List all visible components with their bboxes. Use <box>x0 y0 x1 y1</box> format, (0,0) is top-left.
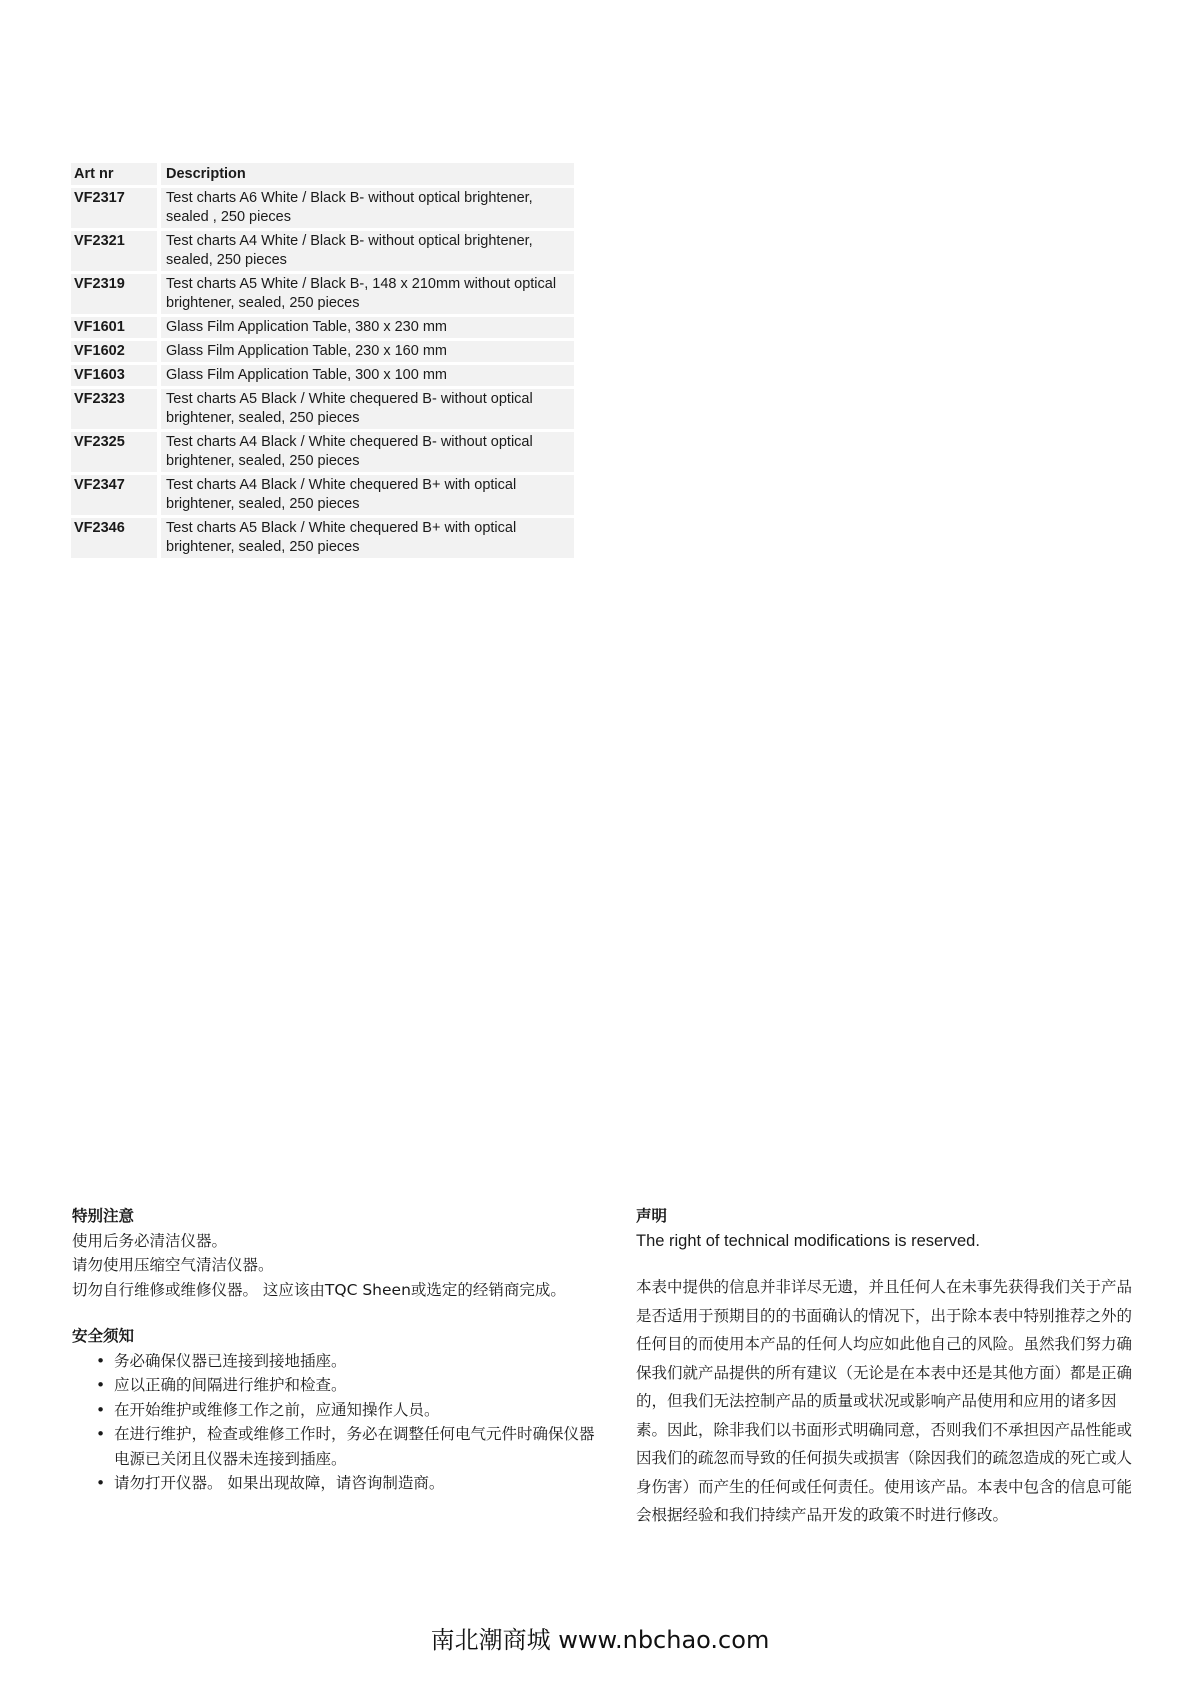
art-number-cell: VF2317 <box>71 188 161 228</box>
description-cell: Test charts A5 White / Black B-, 148 x 210mm without optical brightener, sealed, 250 pieces <box>161 274 574 314</box>
table-row <box>71 231 574 271</box>
special-notes-heading: 特别注意 <box>72 1207 135 1225</box>
safety-item-text: 应以正确的间隔进行维护和检查。 <box>114 1376 347 1394</box>
rights-reserved-text: The right of technical modifications is reserved. <box>636 1231 980 1250</box>
footer-watermark: 南北潮商城 www.nbchao.com <box>430 1626 770 1654</box>
art-number-cell: VF1603 <box>71 365 161 386</box>
left-notes-column <box>72 1204 602 1496</box>
bullet-icon: • <box>96 1425 106 1443</box>
list-item <box>72 1471 602 1496</box>
product-table <box>71 160 574 561</box>
right-statement-column <box>636 1204 1146 1530</box>
art-number-cell: VF1601 <box>71 317 161 338</box>
disclaimer-text: 本表中提供的信息并非详尽无遗，并且任何人在未事先获得我们关于产品是否适用于预期目的的书面确认的情况下，出于除本表中特别推荐之外的任何目的而使用本产品的任何人均应如此他自己的风险。虽然我们努力确保我们就产品提供的所有建议（无论是在本表中还是其他方面）都是正确的，但我们无法控制产品的质量或状况或影响产品使用和应用的诸多因素。因此，除非我们以书面形式明确同意，否则我们不承担因产品性能或因我们的疏忽而导致的任何损失或损害（除因我们的疏忽造成的死亡或人身伤害）而产生的任何或任何责任。使用该产品。本表中包含的信息可能会根据经验和我们持续产品开发的政策不时进行修改。 <box>636 1278 1133 1524</box>
art-number-cell: VF2323 <box>71 389 161 429</box>
safety-heading: 安全须知 <box>72 1327 135 1345</box>
description-cell: Test charts A4 Black / White chequered B- without optical brightener, sealed, 250 pieces <box>161 432 574 472</box>
list-item <box>72 1373 602 1398</box>
special-note-line: 切勿自行维修或维修仪器。 这应该由TQC Sheen或选定的经销商完成。 <box>72 1280 566 1299</box>
art-number-cell: VF2347 <box>71 475 161 515</box>
safety-item-text: 请勿打开仪器。 如果出现故障，请咨询制造商。 <box>114 1474 445 1492</box>
art-number-cell: VF1602 <box>71 341 161 362</box>
safety-item-text: 在开始维护或维修工作之前，应通知操作人员。 <box>114 1400 440 1419</box>
table-row <box>71 188 574 228</box>
description-cell: Glass Film Application Table, 300 x 100 mm <box>161 365 574 386</box>
table-header-row <box>71 163 574 185</box>
art-number-cell: VF2319 <box>71 274 161 314</box>
art-number-cell: VF2321 <box>71 231 161 271</box>
special-note-line: 请勿使用压缩空气清洁仪器。 <box>72 1256 274 1274</box>
description-cell: Test charts A5 Black / White chequered B- without optical brightener, sealed, 250 pieces <box>161 389 574 429</box>
column-header-description: Description <box>161 163 574 185</box>
spacer <box>72 1302 602 1324</box>
special-note-line: 使用后务必清洁仪器。 <box>72 1231 228 1250</box>
description-cell: Glass Film Application Table, 380 x 230 mm <box>161 317 574 338</box>
bullet-icon: • <box>96 1376 106 1394</box>
table-row <box>71 389 574 429</box>
table-row <box>71 341 574 362</box>
table-row <box>71 432 574 472</box>
description-cell: Test charts A6 White / Black B- without optical brightener, sealed , 250 pieces <box>161 188 574 228</box>
column-header-art-nr: Art nr <box>71 163 161 185</box>
list-item <box>72 1398 602 1423</box>
table-row <box>71 274 574 314</box>
list-item <box>72 1422 602 1471</box>
statement-heading: 声明 <box>636 1207 668 1225</box>
art-number-cell: VF2325 <box>71 432 161 472</box>
bullet-icon: • <box>96 1474 106 1492</box>
safety-list <box>72 1349 602 1496</box>
table-row <box>71 518 574 558</box>
table-row <box>71 317 574 338</box>
safety-item-text: 在进行维护，检查或维修工作时，务必在调整任何电气元件时确保仪器电源已关闭且仪器未连接到插座。 <box>114 1425 595 1468</box>
description-cell: Test charts A4 Black / White chequered B+ with optical brightener, sealed, 250 pieces <box>161 475 574 515</box>
description-cell: Test charts A4 White / Black B- without optical brightener, sealed, 250 pieces <box>161 231 574 271</box>
description-cell: Glass Film Application Table, 230 x 160 mm <box>161 341 574 362</box>
art-number-cell: VF2346 <box>71 518 161 558</box>
safety-item-text: 务必确保仪器已连接到接地插座。 <box>114 1351 347 1370</box>
list-item <box>72 1349 602 1374</box>
description-cell: Test charts A5 Black / White chequered B+ with optical brightener, sealed, 250 pieces <box>161 518 574 558</box>
table-row <box>71 365 574 386</box>
bullet-icon: • <box>96 1400 106 1419</box>
table-row <box>71 475 574 515</box>
bullet-icon: • <box>96 1351 106 1370</box>
